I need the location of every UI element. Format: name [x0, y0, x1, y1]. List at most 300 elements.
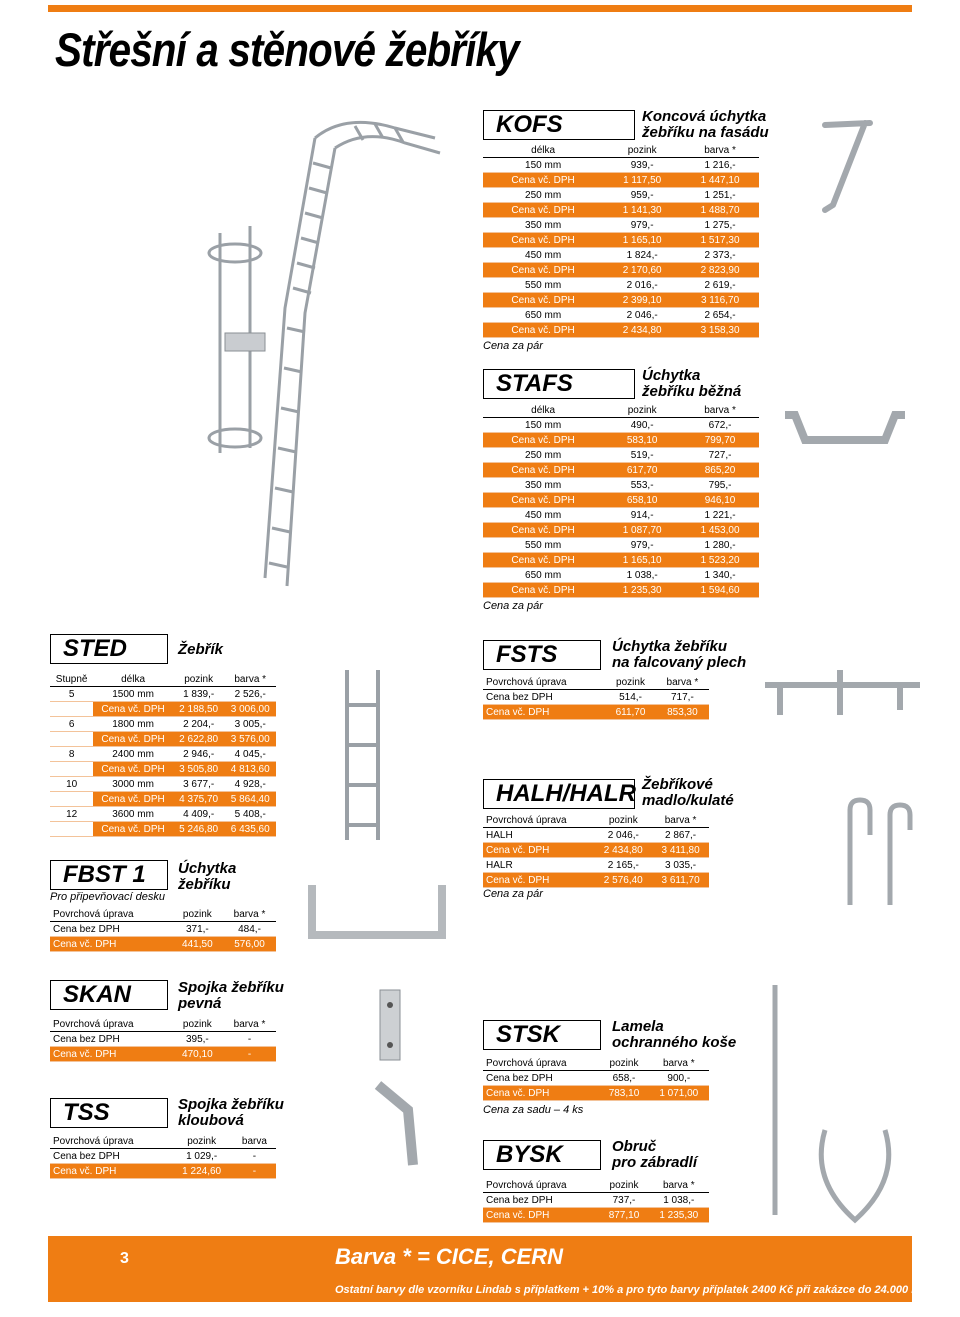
table-cell: Povrchová úprava	[50, 907, 172, 922]
table-cell: 617,70	[603, 463, 681, 478]
fsts-code-box: FSTS	[483, 640, 601, 670]
table-cell: Povrchová úprava	[483, 675, 605, 690]
table-cell: Cena vč. DPH	[50, 1164, 170, 1179]
bysk-description	[612, 1139, 697, 1171]
table-cell: 450 mm	[483, 508, 603, 523]
kofs-desc-line2: žebříku na fasádu	[642, 124, 769, 141]
table-cell	[50, 792, 93, 807]
table-cell: 914,-	[603, 508, 681, 523]
table-row	[50, 922, 276, 937]
table-row	[483, 418, 759, 433]
kofs-price-table	[483, 143, 759, 338]
kofs-note: Cena za pár	[483, 340, 543, 352]
table-cell	[50, 702, 93, 717]
table-cell: 1 235,30	[649, 1208, 709, 1223]
table-row	[483, 858, 709, 873]
table-header-row	[483, 675, 709, 690]
table-cell: -	[223, 1047, 276, 1062]
stafs-desc-line1: Úchytka	[642, 367, 701, 384]
table-header-row	[50, 1017, 276, 1032]
fsts-bracket-icon	[760, 655, 925, 725]
table-row	[483, 843, 709, 858]
table-cell: Cena vč. DPH	[93, 702, 173, 717]
table-cell: Povrchová úprava	[483, 813, 594, 828]
halh-handrail-icon	[835, 795, 915, 910]
table-cell: 1800 mm	[93, 717, 173, 732]
table-cell: 717,-	[656, 690, 709, 705]
stafs-bracket-icon	[780, 400, 910, 460]
stafs-price-table	[483, 403, 759, 598]
table-cell: Cena bez DPH	[50, 1149, 170, 1164]
table-cell: Cena vč. DPH	[483, 583, 603, 598]
table-cell: Cena vč. DPH	[483, 553, 603, 568]
barva-legend: Barva * = CICE, CERN	[335, 1244, 564, 1269]
table-cell: Cena vč. DPH	[483, 433, 603, 448]
table-cell: barva *	[649, 1056, 709, 1071]
skan-connector-icon	[375, 985, 405, 1065]
table-row	[50, 1149, 276, 1164]
table-cell: 519,-	[603, 448, 681, 463]
table-cell: Stupně	[50, 672, 93, 687]
roof-ladder-illustration	[195, 108, 445, 613]
sted-ladder-icon	[335, 665, 390, 845]
table-cell: barva	[233, 1134, 276, 1149]
table-cell: 737,-	[599, 1193, 648, 1208]
table-row	[483, 448, 759, 463]
table-cell: Cena vč. DPH	[93, 762, 173, 777]
table-cell: 250 mm	[483, 188, 603, 203]
table-row	[50, 777, 276, 792]
table-cell: barva *	[649, 1178, 709, 1193]
table-cell: 2 399,10	[603, 293, 681, 308]
table-cell: 576,00	[223, 937, 276, 952]
tss-desc-line1: Spojka žebříku	[178, 1096, 284, 1113]
halh-desc-line1: Žebříkové	[642, 776, 713, 793]
table-row	[50, 1047, 276, 1062]
table-cell: 3 035,-	[652, 858, 709, 873]
table-cell: 853,30	[656, 705, 709, 720]
table-cell: HALR	[483, 858, 594, 873]
skan-description	[178, 980, 284, 1012]
fsts-price-table	[483, 675, 709, 720]
fbst-bracket-icon	[302, 880, 452, 950]
table-row	[50, 807, 276, 822]
table-row	[483, 1208, 709, 1223]
table-cell: 2400 mm	[93, 747, 173, 762]
table-row	[483, 873, 709, 888]
fbst-note: Pro připevňovací desku	[50, 891, 165, 903]
stafs-desc-line2: žebříku běžná	[642, 383, 742, 400]
table-cell: 783,10	[599, 1086, 648, 1101]
table-cell: 484,-	[223, 922, 276, 937]
stafs-description	[642, 368, 741, 400]
fsts-desc-line1: Úchytka žebříku	[612, 638, 728, 655]
table-row	[483, 433, 759, 448]
table-cell: Cena bez DPH	[483, 1071, 599, 1086]
bysk-hoop-icon	[815, 1120, 895, 1230]
table-cell: 658,-	[599, 1071, 648, 1086]
table-row	[483, 828, 709, 843]
table-header-row	[483, 143, 759, 158]
table-cell: pozink	[599, 1056, 648, 1071]
table-header-row	[483, 1056, 709, 1071]
table-cell: 1 453,00	[681, 523, 759, 538]
table-cell: 2 619,-	[681, 278, 759, 293]
table-cell: pozink	[594, 813, 652, 828]
table-cell: 8	[50, 747, 93, 762]
stsk-desc-line2: ochranného koše	[612, 1034, 737, 1051]
table-cell: pozink	[603, 403, 681, 418]
table-cell: 2 188,50	[173, 702, 225, 717]
table-header-row	[50, 907, 276, 922]
table-cell: 959,-	[603, 188, 681, 203]
fbst-price-table	[50, 907, 276, 952]
table-cell: 2 946,-	[173, 747, 225, 762]
table-row	[483, 248, 759, 263]
tss-code-box: TSS	[50, 1098, 168, 1128]
stsk-price-table	[483, 1056, 709, 1101]
kofs-description	[642, 109, 769, 141]
fbst-description	[178, 861, 236, 893]
table-cell: 3 677,-	[173, 777, 225, 792]
table-cell: HALH	[483, 828, 594, 843]
tss-price-table	[50, 1134, 276, 1179]
table-row	[483, 1193, 709, 1208]
table-cell: barva *	[223, 907, 276, 922]
table-cell: 3 505,80	[173, 762, 225, 777]
page-number: 3	[120, 1250, 129, 1267]
table-cell: -	[233, 1149, 276, 1164]
table-row	[483, 173, 759, 188]
top-orange-bar	[48, 5, 912, 12]
table-cell: 900,-	[649, 1071, 709, 1086]
stsk-code-box: STSK	[483, 1020, 601, 1050]
table-cell: 2 204,-	[173, 717, 225, 732]
kofs-bracket-icon	[815, 115, 875, 215]
sted-price-table	[50, 672, 276, 837]
table-row	[483, 233, 759, 248]
table-cell: -	[223, 1032, 276, 1047]
table-cell: Cena bez DPH	[50, 922, 172, 937]
table-row	[483, 690, 709, 705]
tss-desc-line2: kloubová	[178, 1112, 244, 1129]
halh-note: Cena za pár	[483, 888, 543, 900]
table-cell: Cena vč. DPH	[483, 263, 603, 278]
tss-description	[178, 1097, 284, 1129]
table-cell: 1 447,10	[681, 173, 759, 188]
table-cell: Cena vč. DPH	[483, 1208, 599, 1223]
skan-desc-line2: pevná	[178, 995, 222, 1012]
table-cell: 10	[50, 777, 93, 792]
table-cell: 2 373,-	[681, 248, 759, 263]
table-cell: 1 029,-	[170, 1149, 232, 1164]
table-cell: 1 224,60	[170, 1164, 232, 1179]
table-cell: 1 165,10	[603, 553, 681, 568]
table-cell: 1 280,-	[681, 538, 759, 553]
table-row	[483, 323, 759, 338]
table-cell: 350 mm	[483, 218, 603, 233]
table-row	[483, 463, 759, 478]
table-cell: 1 141,30	[603, 203, 681, 218]
table-cell: 1 221,-	[681, 508, 759, 523]
table-cell: 550 mm	[483, 538, 603, 553]
table-cell: 799,70	[681, 433, 759, 448]
table-cell: 979,-	[603, 218, 681, 233]
footer-bar	[48, 1236, 926, 1302]
table-row	[483, 523, 759, 538]
table-cell: 514,-	[605, 690, 656, 705]
table-row	[50, 717, 276, 732]
table-cell: 4 928,-	[224, 777, 276, 792]
table-cell: 658,10	[603, 493, 681, 508]
table-cell: Cena bez DPH	[483, 1193, 599, 1208]
table-row	[483, 158, 759, 173]
table-cell: 3 576,00	[224, 732, 276, 747]
table-cell: pozink	[603, 143, 681, 158]
bysk-price-table	[483, 1178, 709, 1223]
table-cell: 2 622,80	[173, 732, 225, 747]
halh-code-box: HALH/HALR	[483, 779, 635, 809]
table-cell: 650 mm	[483, 308, 603, 323]
table-cell: 650 mm	[483, 568, 603, 583]
table-cell: 1 235,30	[603, 583, 681, 598]
table-cell: pozink	[172, 907, 223, 922]
table-cell: 2 867,-	[652, 828, 709, 843]
table-cell: Povrchová úprava	[50, 1017, 172, 1032]
table-cell: barva *	[652, 813, 709, 828]
table-row	[50, 687, 276, 702]
table-cell: 2 170,60	[603, 263, 681, 278]
table-cell: 939,-	[603, 158, 681, 173]
table-cell: 979,-	[603, 538, 681, 553]
table-cell: 1 594,60	[681, 583, 759, 598]
table-cell: 877,10	[599, 1208, 648, 1223]
table-cell: Povrchová úprava	[50, 1134, 170, 1149]
table-row	[50, 747, 276, 762]
table-header-row	[483, 1178, 709, 1193]
table-row	[483, 1071, 709, 1086]
table-cell: 441,50	[172, 937, 223, 952]
halh-price-table	[483, 813, 709, 888]
table-cell: 4 045,-	[224, 747, 276, 762]
table-cell: Cena bez DPH	[483, 690, 605, 705]
table-cell: 795,-	[681, 478, 759, 493]
table-cell: 2 046,-	[594, 828, 652, 843]
table-cell: 5 246,80	[173, 822, 225, 837]
table-cell: 1 087,70	[603, 523, 681, 538]
table-row	[483, 553, 759, 568]
table-cell: barva *	[681, 403, 759, 418]
bysk-code-box: BYSK	[483, 1140, 601, 1170]
table-cell: 1 523,20	[681, 553, 759, 568]
table-cell: 1 275,-	[681, 218, 759, 233]
table-cell: Cena vč. DPH	[483, 293, 603, 308]
table-cell: délka	[483, 403, 603, 418]
table-row	[483, 308, 759, 323]
tss-joint-icon	[368, 1080, 428, 1170]
table-cell: 5	[50, 687, 93, 702]
table-cell: 3 611,70	[652, 873, 709, 888]
table-cell: 946,10	[681, 493, 759, 508]
fbst-desc-line2: žebříku	[178, 876, 231, 893]
table-row	[483, 188, 759, 203]
table-cell: 2 526,-	[224, 687, 276, 702]
skan-desc-line1: Spojka žebříku	[178, 979, 284, 996]
table-cell: Cena vč. DPH	[483, 843, 594, 858]
table-cell: Cena vč. DPH	[483, 173, 603, 188]
table-cell: 1 517,30	[681, 233, 759, 248]
kofs-desc-line1: Koncová úchytka	[642, 108, 767, 125]
table-row	[483, 538, 759, 553]
table-row	[483, 278, 759, 293]
table-cell: Cena vč. DPH	[50, 937, 172, 952]
table-cell: barva *	[681, 143, 759, 158]
table-row	[483, 568, 759, 583]
table-cell: barva *	[224, 672, 276, 687]
table-cell: 1 839,-	[173, 687, 225, 702]
table-row	[50, 822, 276, 837]
table-cell: 1 216,-	[681, 158, 759, 173]
table-row	[483, 478, 759, 493]
table-row	[50, 1032, 276, 1047]
table-row	[50, 1164, 276, 1179]
stsk-description	[612, 1019, 736, 1051]
table-cell	[50, 732, 93, 747]
table-cell: Povrchová úprava	[483, 1178, 599, 1193]
table-cell: 6	[50, 717, 93, 732]
table-cell: 470,10	[172, 1047, 223, 1062]
table-cell: Cena vč. DPH	[93, 822, 173, 837]
kofs-code-box: KOFS	[483, 110, 635, 140]
table-cell: 3 411,80	[652, 843, 709, 858]
table-header-row	[483, 813, 709, 828]
table-row	[483, 583, 759, 598]
table-cell: 150 mm	[483, 418, 603, 433]
table-row	[50, 762, 276, 777]
other-colors-note: Ostatní barvy dle vzorníku Lindab s příplatkem + 10% a pro tyto barvy příplatek 2400 Kč při zakázce do 24.000 Kč	[335, 1284, 926, 1296]
table-cell: 4 375,70	[173, 792, 225, 807]
table-cell: 2 823,90	[681, 263, 759, 278]
table-cell: 1 824,-	[603, 248, 681, 263]
table-cell: 1 117,50	[603, 173, 681, 188]
table-cell: -	[233, 1164, 276, 1179]
table-row	[483, 508, 759, 523]
skan-code-box: SKAN	[50, 980, 168, 1010]
table-cell: Cena vč. DPH	[483, 463, 603, 478]
table-row	[483, 293, 759, 308]
table-row	[483, 705, 709, 720]
table-row	[50, 937, 276, 952]
bysk-desc-line1: Obruč	[612, 1138, 657, 1155]
table-cell: 1 165,10	[603, 233, 681, 248]
table-cell: 1500 mm	[93, 687, 173, 702]
table-cell: Povrchová úprava	[483, 1056, 599, 1071]
table-cell: 395,-	[172, 1032, 223, 1047]
table-cell: 1 071,00	[649, 1086, 709, 1101]
table-row	[483, 1086, 709, 1101]
table-cell: 250 mm	[483, 448, 603, 463]
table-row	[50, 732, 276, 747]
stafs-note: Cena za pár	[483, 600, 543, 612]
table-cell: 4 409,-	[173, 807, 225, 822]
table-cell: Cena vč. DPH	[483, 233, 603, 248]
table-cell: 3 158,30	[681, 323, 759, 338]
table-cell: 2 434,80	[594, 843, 652, 858]
table-cell: 12	[50, 807, 93, 822]
table-cell: 611,70	[605, 705, 656, 720]
sted-code-box: STED	[50, 634, 168, 664]
halh-description	[642, 777, 734, 809]
table-cell: pozink	[173, 672, 225, 687]
table-cell: 5 408,-	[224, 807, 276, 822]
table-cell: 1 488,70	[681, 203, 759, 218]
stsk-note: Cena za sadu – 4 ks	[483, 1104, 584, 1116]
table-cell: pozink	[172, 1017, 223, 1032]
table-row	[483, 203, 759, 218]
table-cell: 5 864,40	[224, 792, 276, 807]
table-cell: 2 654,-	[681, 308, 759, 323]
table-cell: délka	[483, 143, 603, 158]
table-cell: 3 006,00	[224, 702, 276, 717]
stsk-lamella-icon	[745, 980, 805, 1220]
fsts-desc-line2: na falcovaný plech	[612, 654, 747, 671]
table-cell: pozink	[605, 675, 656, 690]
table-cell: 150 mm	[483, 158, 603, 173]
table-cell: pozink	[599, 1178, 648, 1193]
table-row	[483, 493, 759, 508]
bysk-desc-line2: pro zábradlí	[612, 1154, 698, 1171]
page-title: Střešní a stěnové žebříky	[55, 23, 519, 76]
table-cell: 583,10	[603, 433, 681, 448]
table-cell: 2 046,-	[603, 308, 681, 323]
table-row	[50, 792, 276, 807]
table-cell: 490,-	[603, 418, 681, 433]
table-cell: 2 016,-	[603, 278, 681, 293]
stafs-code-box: STAFS	[483, 369, 635, 399]
table-cell: Cena vč. DPH	[50, 1047, 172, 1062]
table-cell	[50, 822, 93, 837]
table-cell: délka	[93, 672, 173, 687]
stsk-desc-line1: Lamela	[612, 1018, 664, 1035]
table-header-row	[50, 672, 276, 687]
fbst-code-box: FBST 1	[50, 860, 168, 890]
table-cell: Cena vč. DPH	[483, 705, 605, 720]
table-cell: Cena vč. DPH	[483, 1086, 599, 1101]
table-cell: pozink	[170, 1134, 232, 1149]
table-row	[50, 702, 276, 717]
table-cell: 450 mm	[483, 248, 603, 263]
table-cell: 371,-	[172, 922, 223, 937]
table-header-row	[483, 403, 759, 418]
table-row	[483, 218, 759, 233]
table-cell: 3600 mm	[93, 807, 173, 822]
table-cell: 2 434,80	[603, 323, 681, 338]
table-cell: 2 576,40	[594, 873, 652, 888]
table-cell: 1 251,-	[681, 188, 759, 203]
halh-desc-line2: madlo/kulaté	[642, 792, 734, 809]
table-cell: Cena vč. DPH	[483, 323, 603, 338]
table-cell: Cena bez DPH	[50, 1032, 172, 1047]
table-cell: 1 340,-	[681, 568, 759, 583]
skan-price-table	[50, 1017, 276, 1062]
table-cell: 727,-	[681, 448, 759, 463]
fsts-description	[612, 639, 746, 671]
table-cell: 3 005,-	[224, 717, 276, 732]
table-cell: 550 mm	[483, 278, 603, 293]
table-cell: 2 165,-	[594, 858, 652, 873]
table-cell: barva *	[656, 675, 709, 690]
table-cell: Cena vč. DPH	[483, 493, 603, 508]
